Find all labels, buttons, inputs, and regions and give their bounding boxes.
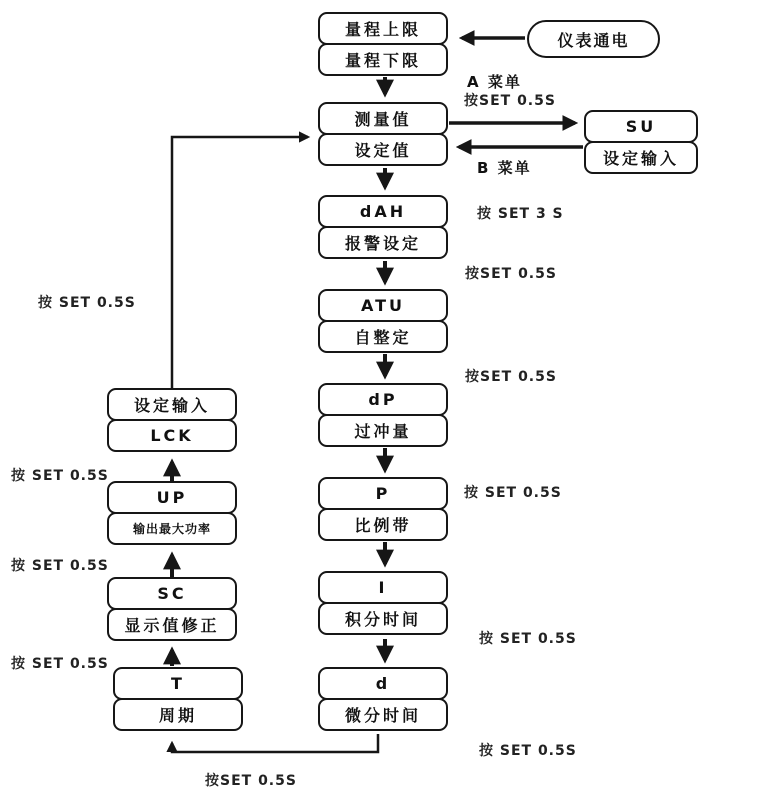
node-set-value: 设定值	[318, 133, 448, 166]
node-sc-code: SC	[107, 577, 237, 610]
node-su	[584, 110, 698, 174]
node-range	[318, 12, 448, 76]
node-d	[318, 667, 448, 731]
node-range-lower: 量程下限	[318, 43, 448, 76]
node-i	[318, 571, 448, 635]
node-lck-code: LCK	[107, 419, 237, 452]
label-set-lck-up: 按 SET 0.5S	[11, 468, 109, 484]
node-atu-code: ATU	[318, 289, 448, 322]
node-power-on	[527, 20, 660, 58]
node-power-on-label: 仪表通电	[557, 30, 630, 50]
node-setting-input-right: 设定输入	[584, 141, 698, 174]
node-derivative-time: 微分时间	[318, 698, 448, 731]
node-t	[113, 667, 243, 731]
node-max-output-power: 输出最大功率	[107, 512, 237, 545]
arrow-d-to-cycle-feedback	[172, 734, 378, 752]
node-dp	[318, 383, 448, 447]
node-d-code: d	[318, 667, 448, 700]
label-set-left-top: 按 SET 0.5S	[38, 295, 136, 311]
label-set-d: 按 SET 0.5S	[479, 743, 577, 759]
label-menu-b: B 菜单	[477, 159, 532, 177]
node-p	[318, 477, 448, 541]
node-up-code: UP	[107, 481, 237, 514]
label-set-up-sc: 按 SET 0.5S	[11, 558, 109, 574]
label-set-p: 按 SET 0.5S	[464, 485, 562, 501]
node-p-code: P	[318, 477, 448, 510]
node-measure	[318, 102, 448, 166]
node-up	[107, 481, 237, 545]
label-set-after-a: 按SET 0.5S	[464, 93, 556, 109]
label-menu-a: A 菜单	[467, 73, 522, 91]
node-atu	[318, 289, 448, 353]
label-set-dah-atu: 按SET 0.5S	[465, 266, 557, 282]
arrow-lck-to-setvalue-feedback	[172, 137, 308, 388]
node-dah-code: dAH	[318, 195, 448, 228]
node-sc	[107, 577, 237, 641]
node-display-correction: 显示值修正	[107, 608, 237, 641]
node-proportional-band: 比例带	[318, 508, 448, 541]
label-set-3s: 按 SET 3 S	[477, 206, 564, 222]
node-i-code: I	[318, 571, 448, 604]
label-set-atu-dp: 按SET 0.5S	[465, 369, 557, 385]
node-t-code: T	[113, 667, 243, 700]
node-lck	[107, 388, 237, 452]
node-dah	[318, 195, 448, 259]
label-set-bottom: 按SET 0.5S	[205, 773, 297, 789]
node-dp-code: dP	[318, 383, 448, 416]
node-measure-value: 测量值	[318, 102, 448, 135]
label-set-i: 按 SET 0.5S	[479, 631, 577, 647]
node-autotune: 自整定	[318, 320, 448, 353]
node-setting-input-left: 设定输入	[107, 388, 237, 421]
node-su-code: SU	[584, 110, 698, 143]
label-set-sc-t: 按 SET 0.5S	[11, 656, 109, 672]
node-integral-time: 积分时间	[318, 602, 448, 635]
node-alarm-setting: 报警设定	[318, 226, 448, 259]
node-cycle: 周期	[113, 698, 243, 731]
node-range-upper: 量程上限	[318, 12, 448, 45]
node-overshoot: 过冲量	[318, 414, 448, 447]
